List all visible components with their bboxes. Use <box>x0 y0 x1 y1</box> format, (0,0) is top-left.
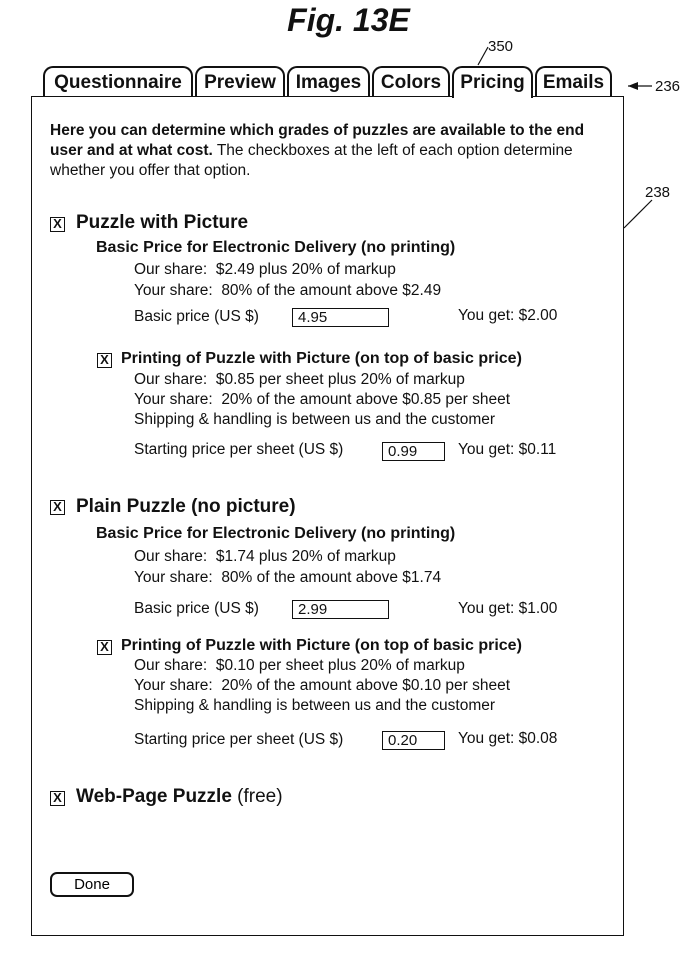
plain-our-share: Our share: $1.74 plus 20% of markup <box>134 548 396 565</box>
picture-print-checkbox[interactable]: X <box>97 353 112 368</box>
ref-238: 238 <box>645 184 671 201</box>
tab-preview[interactable]: Preview <box>195 66 285 96</box>
plain-title: Plain Puzzle (no picture) <box>76 496 296 517</box>
plain-sheet-you-get: You get: $0.08 <box>458 730 558 747</box>
picture-your-share: Your share: 80% of the amount above $2.49 <box>134 282 442 299</box>
tab-pricing[interactable]: Pricing <box>452 66 533 98</box>
plain-basic-you-get: You get: $1.00 <box>458 600 558 617</box>
plain-print-our-share: Our share: $0.10 per sheet plus 20% of markup <box>134 657 465 674</box>
plain-basic-heading: Basic Price for Electronic Delivery (no printing) <box>96 525 456 542</box>
picture-print-our-share: Our share: $0.85 per sheet plus 20% of markup <box>134 371 465 388</box>
webpage-title-bold: Web-Page Puzzle <box>76 786 232 807</box>
intro-bold: Here you can determine which grades of puzzles are available to the end user and at what cost. <box>50 122 585 159</box>
tab-emails[interactable]: Emails <box>535 66 612 96</box>
intro-normal: The checkboxes at the left of each option determine whether you offer that option. <box>50 142 573 179</box>
picture-title: Puzzle with Picture <box>76 212 249 233</box>
plain-sheet-price-input[interactable] <box>382 731 445 750</box>
plain-your-share: Your share: 80% of the amount above $1.74 <box>134 569 442 586</box>
picture-print-your-share: Your share: 20% of the amount above $0.85 per sheet <box>134 391 510 408</box>
picture-sheet-price-input[interactable] <box>382 442 445 461</box>
webpage-title-suffix: (free) <box>231 786 283 807</box>
picture-our-share: Our share: $2.49 plus 20% of markup <box>134 261 396 278</box>
plain-print-checkbox[interactable]: X <box>97 640 112 655</box>
tab-colors[interactable]: Colors <box>372 66 450 96</box>
intro-text <box>50 121 610 181</box>
ref-236: 236 <box>655 78 681 95</box>
picture-sheet-you-get: You get: $0.11 <box>458 441 557 458</box>
plain-print-your-share: Your share: 20% of the amount above $0.10 per sheet <box>134 677 510 694</box>
picture-basic-label: Basic price (US $) <box>134 308 259 325</box>
tab-images[interactable]: Images <box>287 66 370 96</box>
plain-checkbox[interactable]: X <box>50 500 65 515</box>
picture-basic-you-get: You get: $2.00 <box>458 307 558 324</box>
picture-print-title: Printing of Puzzle with Picture (on top of basic price) <box>121 350 522 367</box>
plain-print-title: Printing of Puzzle with Picture (on top of basic price) <box>121 637 522 654</box>
done-button[interactable]: Done <box>50 872 134 897</box>
picture-basic-price-input[interactable] <box>292 308 389 327</box>
picture-checkbox[interactable]: X <box>50 217 65 232</box>
figure-title: Fig. 13E <box>287 2 410 38</box>
picture-basic-heading: Basic Price for Electronic Delivery (no printing) <box>96 239 456 256</box>
plain-print-shipping: Shipping & handling is between us and the customer <box>134 697 496 714</box>
plain-basic-label: Basic price (US $) <box>134 600 259 617</box>
tab-questionnaire[interactable]: Questionnaire <box>43 66 193 96</box>
plain-sheet-label: Starting price per sheet (US $) <box>134 731 344 748</box>
webpage-title <box>76 786 283 808</box>
plain-basic-price-input[interactable] <box>292 600 389 619</box>
webpage-checkbox[interactable]: X <box>50 791 65 806</box>
picture-sheet-label: Starting price per sheet (US $) <box>134 441 344 458</box>
ref-350: 350 <box>488 38 514 55</box>
picture-print-shipping: Shipping & handling is between us and the customer <box>134 411 496 428</box>
